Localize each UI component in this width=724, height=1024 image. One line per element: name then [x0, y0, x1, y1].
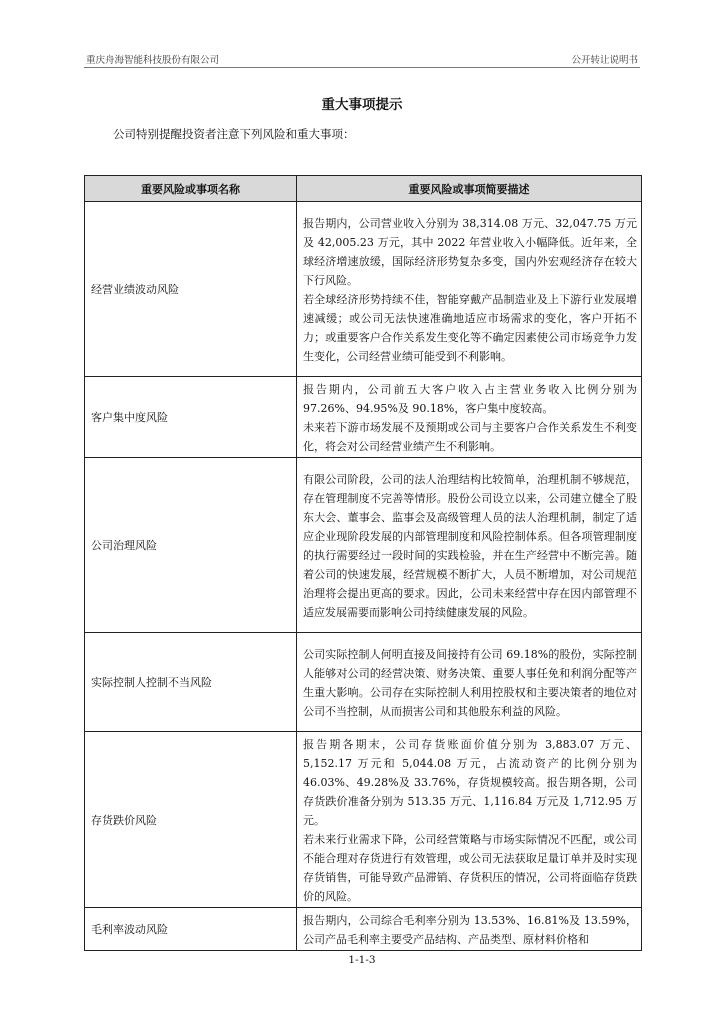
risk-description-cell [297, 633, 642, 732]
risk-description-cell [297, 202, 642, 377]
table-row [85, 202, 642, 377]
page-number: 1-1-3 [348, 954, 376, 966]
page-title: 重大事项提示 [321, 97, 403, 113]
risk-name: 公司治理风险 [91, 539, 157, 552]
risk-description-cell [297, 908, 642, 951]
table-row [85, 458, 642, 633]
table-row [85, 377, 642, 458]
risk-description-cell [297, 458, 642, 633]
column-header-risk-description: 重要风险或事项简要描述 [297, 176, 642, 202]
risk-description-cell [297, 377, 642, 458]
header-divider [84, 67, 640, 68]
risk-name-cell [85, 732, 297, 908]
header-company-name: 重庆舟海智能科技股份有限公司 [86, 55, 220, 66]
risk-table [84, 175, 642, 951]
risk-description: 报告期内，公司综合毛利率分别为 13.53%、16.81%及 13.59%，公司产品毛利率主要受产品结构、产品类型、原材料价格和 [303, 914, 637, 946]
risk-table-header-row [85, 176, 642, 202]
risk-description: 报告期各期末，公司存货账面价值分别为 3,883.07 万元、5,152.17 万元和 5,044.08 万元，占流动资产的比例分别为 46.03%、49.28%及 33.76%，存货规模较高。报告期各期，公司存货跌价准备分别为 513.35 万元、1,116.84 万元及 1,712.95 万元。 若未来行业需求下降，公司经营策略与市场实际情况不匹配，或公司不能合理对存货进行有效管理，或公司无法获取足量订单并及时实现存货销售，可能导致产品滞销、存货积压的情况，公司将面临存货跌价的风险。 [303, 738, 637, 903]
risk-name-cell [85, 633, 297, 732]
table-row [85, 633, 642, 732]
risk-name-cell [85, 377, 297, 458]
risk-name-cell [85, 202, 297, 377]
risk-name: 实际控制人控制不当风险 [91, 676, 212, 689]
header-document-type: 公开转让说明书 [571, 55, 638, 66]
risk-description: 报告期内，公司前五大客户收入占主营业务收入比例分别为 97.26%、94.95%及 90.18%，客户集中度较高。 未来若下游市场发展不及预期或公司与主要客户合作关系发生不利变化，将会对公司经营业绩产生不利影响。 [303, 383, 637, 453]
risk-description-cell [297, 732, 642, 908]
risk-name-cell [85, 908, 297, 951]
page-header [84, 52, 640, 66]
risk-name-cell [85, 458, 297, 633]
risk-name: 存货跌价风险 [91, 813, 157, 827]
risk-name: 毛利率波动风险 [91, 923, 168, 936]
risk-description: 公司实际控制人何明直接及间接持有公司 69.18%的股份，实际控制人能够对公司的经营决策、财务决策、重要人事任免和利润分配等产生重大影响。公司存在实际控制人利用控股权和主要决策者的地位对公司不当控制，从而损害公司和其他股东利益的风险。 [303, 648, 637, 718]
risk-name: 经营业绩波动风险 [91, 283, 179, 296]
table-row [85, 732, 642, 908]
risk-description: 报告期内，公司营业收入分别为 38,314.08 万元、32,047.75 万元及 42,005.23 万元，其中 2022 年营业收入小幅降低。近年来，全球经济增速放缓，国际经济形势复杂多变，国内外宏观经济存在较大下行风险。 若全球经济形势持续不佳，智能穿戴产品制造业及上下游行业发展增速减缓；或公司无法快速准确地适应市场需求的变化，客户开拓不力；或重要客户合作关系发生变化等不确定因素使公司市场竞争力发生变化，公司经营业绩可能受到不利影响。 [303, 217, 637, 363]
intro-paragraph: 公司特别提醒投资者注意下列风险和重大事项： [113, 127, 355, 141]
risk-name: 客户集中度风险 [91, 411, 168, 424]
column-header-risk-name: 重要风险或事项名称 [85, 176, 297, 202]
risk-description: 有限公司阶段，公司的法人治理结构比较简单，治理机制不够规范，存在管理制度不完善等情形。股份公司设立以来，公司建立健全了股东大会、董事会、监事会及高级管理人员的法人治理机制，制定了适应企业现阶段发展的内部管理制度和风险控制体系。但各项管理制度的执行需要经过一段时间的实践检验，并在生产经营中不断完善。随着公司的快速发展，经营规模不断扩大，人员不断增加，对公司规范治理将会提出更高的要求。因此，公司未来经营中存在因内部管理不适应发展需要而影响公司持续健康发展的风险。 [303, 473, 637, 619]
table-row [85, 908, 642, 951]
